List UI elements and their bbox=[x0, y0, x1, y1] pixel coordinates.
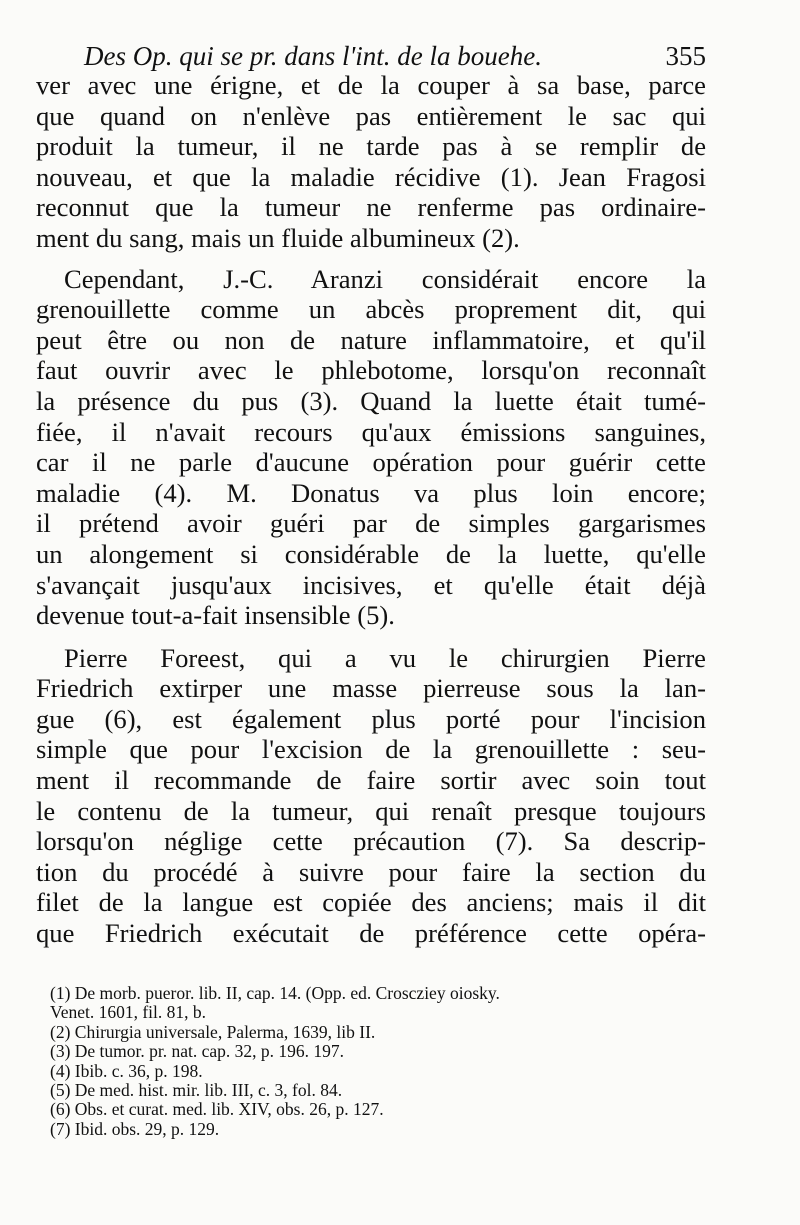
paragraph-3 bbox=[36, 643, 706, 949]
text-line: grenouillette comme un abcès proprement dit, qui bbox=[36, 294, 706, 325]
body-text bbox=[36, 70, 706, 949]
text-line: que quand on n'enlève pas entièrement le sac qui bbox=[36, 100, 706, 131]
footnote: (1) De morb. pueror. lib. II, cap. 14. (Opp. ed. Croscziey oiosky. bbox=[50, 984, 500, 1003]
text-line: reconnut que la tumeur ne renferme pas ordinaire- bbox=[36, 192, 706, 223]
text-line: car il ne parle d'aucune opération pour guérir cette bbox=[36, 447, 706, 478]
text-line: que Friedrich exécutait de préférence cette opéra- bbox=[36, 918, 706, 949]
footnote: (6) Obs. et curat. med. lib. XIV, obs. 26, p. 127. bbox=[50, 1100, 384, 1120]
text-line: s'avançait jusqu'aux incisives, et qu'elle était déjà bbox=[36, 569, 706, 600]
text-line: ment il recommande de faire sortir avec soin tout bbox=[36, 765, 706, 796]
footnote: (3) De tumor. pr. nat. cap. 32, p. 196. 197. bbox=[50, 1042, 345, 1062]
text-line: il prétend avoir guéri par de simples gargarismes bbox=[36, 508, 706, 539]
footnotes bbox=[50, 984, 710, 1139]
paragraph-1 bbox=[36, 70, 706, 254]
text-line: peut être ou non de nature inflammatoire, et qu'il bbox=[36, 324, 706, 355]
text-line: nouveau, et que la maladie récidive (1). Jean Fragosi bbox=[36, 161, 706, 192]
text-line: faut ouvrir avec le phlebotome, lorsqu'on reconnaît bbox=[36, 355, 706, 386]
text-line: le contenu de la tumeur, qui renaît presque toujours bbox=[36, 795, 706, 826]
text-line: gue (6), est également plus porté pour l'incision bbox=[36, 703, 706, 734]
text-line: un alongement si considérable de la luette, qu'elle bbox=[36, 538, 706, 569]
page-number: 355 bbox=[665, 41, 706, 71]
footnote: (4) Ibib. c. 36, p. 198. bbox=[50, 1061, 203, 1081]
running-title: Des Op. qui se pr. dans l'int. de la bouehe. bbox=[84, 41, 542, 71]
text-line: ment du sang, mais un fluide albumineux (2). bbox=[36, 222, 520, 253]
text-line: produit la tumeur, il ne tarde pas à se remplir de bbox=[36, 131, 706, 162]
footnote: (2) Chirurgia universale, Palerma, 1639, lib II. bbox=[50, 1022, 376, 1042]
text-line: tion du procédé à suivre pour faire la section du bbox=[36, 856, 706, 887]
text-line: devenue tout-a-fait insensible (5). bbox=[36, 600, 395, 631]
text-line: maladie (4). M. Donatus va plus loin encore; bbox=[36, 477, 706, 508]
text-line: ver avec une érigne, et de la couper à sa base, parce bbox=[36, 70, 706, 100]
text-line: simple que pour l'excision de la grenouillette : seu- bbox=[36, 734, 706, 765]
text-line: fiée, il n'avait recours qu'aux émissions sanguines, bbox=[36, 416, 706, 447]
text-line: Pierre Foreest, qui a vu le chirurgien Pierre bbox=[64, 642, 706, 673]
text-line: Cependant, J.-C. Aranzi considérait encore la bbox=[64, 263, 706, 294]
text-line: lorsqu'on néglige cette précaution (7). Sa descrip- bbox=[36, 826, 706, 857]
footnote-continuation: Venet. 1601, fil. 81, b. bbox=[50, 1003, 207, 1023]
text-line: Friedrich extirper une masse pierreuse sous la lan- bbox=[36, 673, 706, 704]
text-line: filet de la langue est copiée des anciens; mais il dit bbox=[36, 887, 706, 918]
paragraph-2 bbox=[36, 264, 706, 631]
text-line: la présence du pus (3). Quand la luette était tumé- bbox=[36, 385, 706, 416]
footnote: (5) De med. hist. mir. lib. III, c. 3, fol. 84. bbox=[50, 1081, 343, 1101]
footnote: (7) Ibid. obs. 29, p. 129. bbox=[50, 1119, 220, 1139]
